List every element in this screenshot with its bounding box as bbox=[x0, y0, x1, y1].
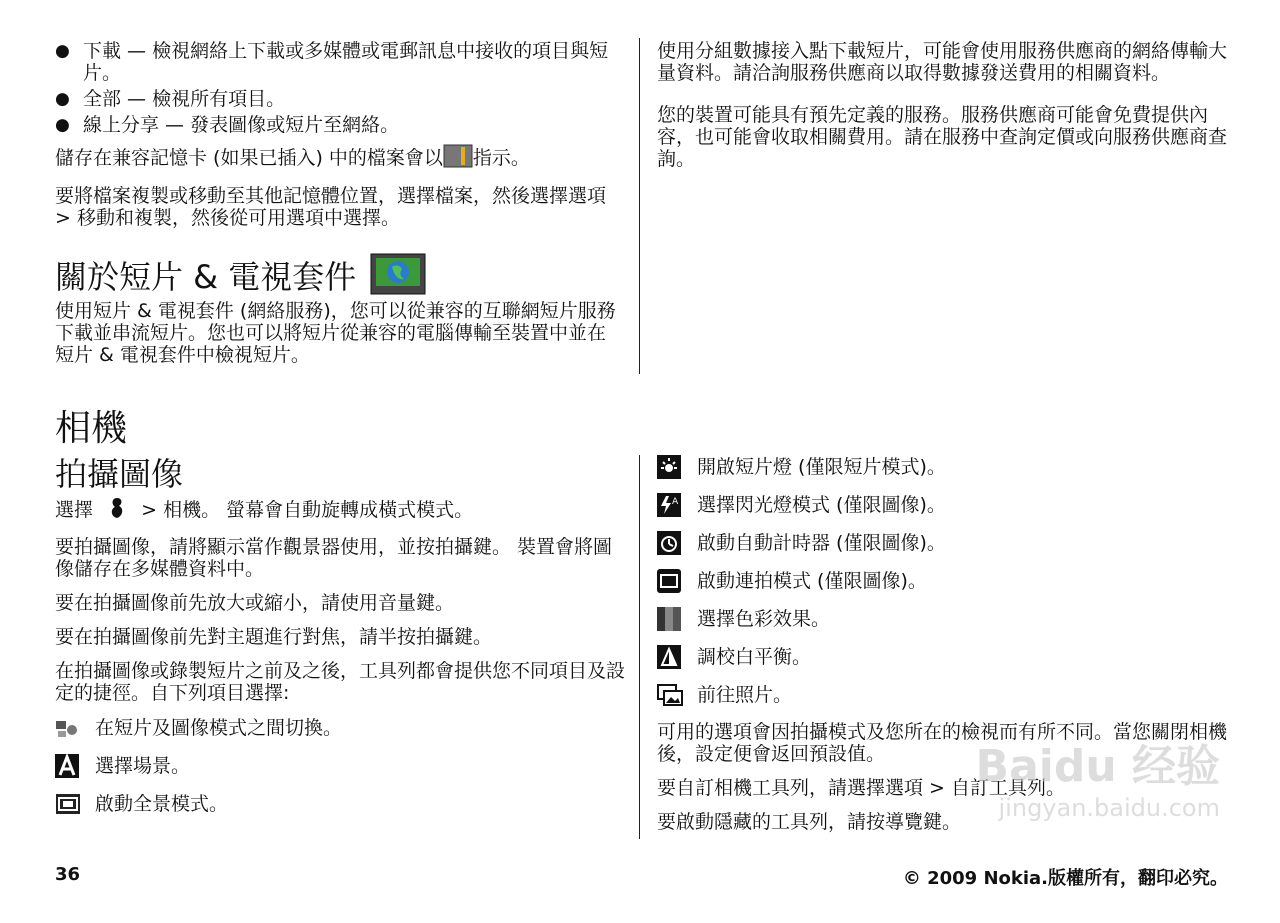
list-item: ● 下載 — 檢視網絡上下載或多媒體或電郵訊息中接收的項目與短片。 bbox=[55, 40, 620, 84]
video-section-paragraph: 使用短片 & 電視套件 (網絡服務)，您可以從兼容的互聯網短片服務下載並串流短片。您也可以將短片從兼容的電腦傳輸至裝置中並在短片 & 電視套件中檢視短片。 bbox=[55, 300, 616, 366]
top-right-column bbox=[657, 40, 1227, 182]
list-item: ● 全部 — 檢視所有項目。 bbox=[55, 88, 620, 110]
toolbar-item-label: 前往照片。 bbox=[697, 684, 793, 706]
toolbar-item-label: 啟動自動計時器 (僅限圖像)。 bbox=[697, 532, 946, 554]
camera-paragraph: 要在拍攝圖像前先放大或縮小，請使用音量鍵。 bbox=[55, 592, 455, 614]
toolbar-item bbox=[657, 531, 1227, 555]
select-text: 選擇 bbox=[55, 499, 94, 521]
predefined-services-paragraph: 您的裝置可能具有預先定義的服務。服務供應商可能會免費提供內容，也可能會收取相關費用。請在服務中查詢定價或向服務供應商查詢。 bbox=[657, 104, 1228, 170]
camera-section-title: 相機 bbox=[55, 408, 128, 449]
white-balance-icon bbox=[657, 645, 681, 669]
select-camera-instruction bbox=[55, 497, 625, 524]
panorama-icon bbox=[55, 792, 79, 816]
select-text: > 相機。 螢幕會自動旋轉成橫式模式。 bbox=[141, 499, 474, 521]
mode-switch-icon bbox=[55, 716, 79, 740]
video-tv-suite-icon bbox=[370, 253, 426, 300]
toolbar-item-label: 選擇色彩效果。 bbox=[697, 608, 831, 630]
camera-paragraph: 要自訂相機工具列，請選擇選項 > 自訂工具列。 bbox=[657, 777, 1066, 799]
video-section-heading: 關於短片 & 電視套件 bbox=[55, 257, 357, 296]
toolbar-item bbox=[657, 455, 1227, 479]
toolbar-item bbox=[657, 607, 1227, 631]
column-divider bbox=[639, 455, 640, 839]
toolbar-item-label: 開啟短片燈 (僅限短片模式)。 bbox=[697, 456, 946, 478]
copyright-notice: © 2009 Nokia.版權所有，翻印必究。 bbox=[902, 868, 1228, 889]
toolbar-item-label: 啟動全景模式。 bbox=[95, 793, 229, 815]
toolbar-item bbox=[55, 792, 625, 816]
data-cost-paragraph: 使用分組數據接入點下載短片，可能會使用服務供應商的網絡傳輸大量資料。請洽詢服務供應商以取得數據發送費用的相關資料。 bbox=[657, 40, 1228, 84]
color-effect-icon bbox=[657, 607, 681, 631]
view-options-list bbox=[55, 40, 620, 136]
watermark bbox=[976, 730, 1220, 822]
menu-key-icon bbox=[109, 497, 125, 524]
page-number: 36 bbox=[55, 864, 81, 885]
sequence-icon bbox=[657, 569, 681, 593]
camera-paragraph: 在拍攝圖像或錄製短片之前及之後，工具列都會提供您不同項目及設定的捷徑。自下列項目選擇: bbox=[55, 660, 626, 704]
copy-move-instructions: 要將檔案複製或移動至其他記憶體位置，選擇檔案，然後選擇選項 > 移動和複製，然後從可用選項中選擇。 bbox=[55, 185, 607, 229]
camera-paragraph: 可用的選項會因拍攝模式及您所在的檢視而有所不同。當您關閉相機後，設定便會返回預設值。 bbox=[657, 721, 1228, 765]
scene-icon bbox=[55, 754, 79, 778]
self-timer-icon bbox=[657, 531, 681, 555]
toolbar-item bbox=[657, 645, 1227, 669]
memory-card-text: 指示。 bbox=[472, 147, 530, 169]
toolbar-item-label: 選擇場景。 bbox=[95, 755, 191, 777]
camera-paragraph: 要拍攝圖像，請將顯示當作觀景器使用，並按拍攝鍵。 裝置會將圖像儲存在多媒體資料中。 bbox=[55, 536, 613, 580]
toolbar-item bbox=[657, 569, 1227, 593]
watermark-url: jingyan.baidu.com bbox=[998, 794, 1220, 822]
toolbar-item-label: 在短片及圖像模式之間切換。 bbox=[95, 717, 343, 739]
video-light-icon bbox=[657, 455, 681, 479]
toolbar-item-label: 啟動連拍模式 (僅限圖像)。 bbox=[697, 570, 927, 592]
toolbar-item bbox=[657, 683, 1227, 707]
memory-card-note bbox=[55, 144, 620, 173]
camera-paragraph: 要在拍攝圖像前先對主題進行對焦，請半按拍攝鍵。 bbox=[55, 626, 493, 648]
watermark-brand: Baidu 经验 bbox=[975, 741, 1220, 792]
svg-text:A: A bbox=[672, 497, 679, 507]
toolbar-item-label: 選擇閃光燈模式 (僅限圖像)。 bbox=[697, 494, 946, 516]
toolbar-item bbox=[55, 716, 625, 740]
memory-card-icon bbox=[443, 144, 473, 173]
flash-icon bbox=[657, 493, 681, 517]
memory-card-text: 儲存在兼容記憶卡 (如果已插入) 中的檔案會以 bbox=[55, 147, 443, 169]
top-left-column bbox=[55, 40, 620, 378]
photos-icon bbox=[657, 683, 681, 707]
toolbar-item bbox=[55, 754, 625, 778]
camera-paragraph: 要啟動隱藏的工具列，請按導覽鍵。 bbox=[657, 811, 962, 833]
camera-left-column bbox=[55, 455, 625, 830]
toolbar-item bbox=[657, 493, 1227, 517]
toolbar-item-label: 調校白平衡。 bbox=[697, 646, 812, 668]
column-divider bbox=[639, 38, 640, 374]
list-item: ● 線上分享 — 發表圖像或短片至網絡。 bbox=[55, 114, 620, 136]
take-photo-heading: 拍攝圖像 bbox=[55, 455, 184, 493]
